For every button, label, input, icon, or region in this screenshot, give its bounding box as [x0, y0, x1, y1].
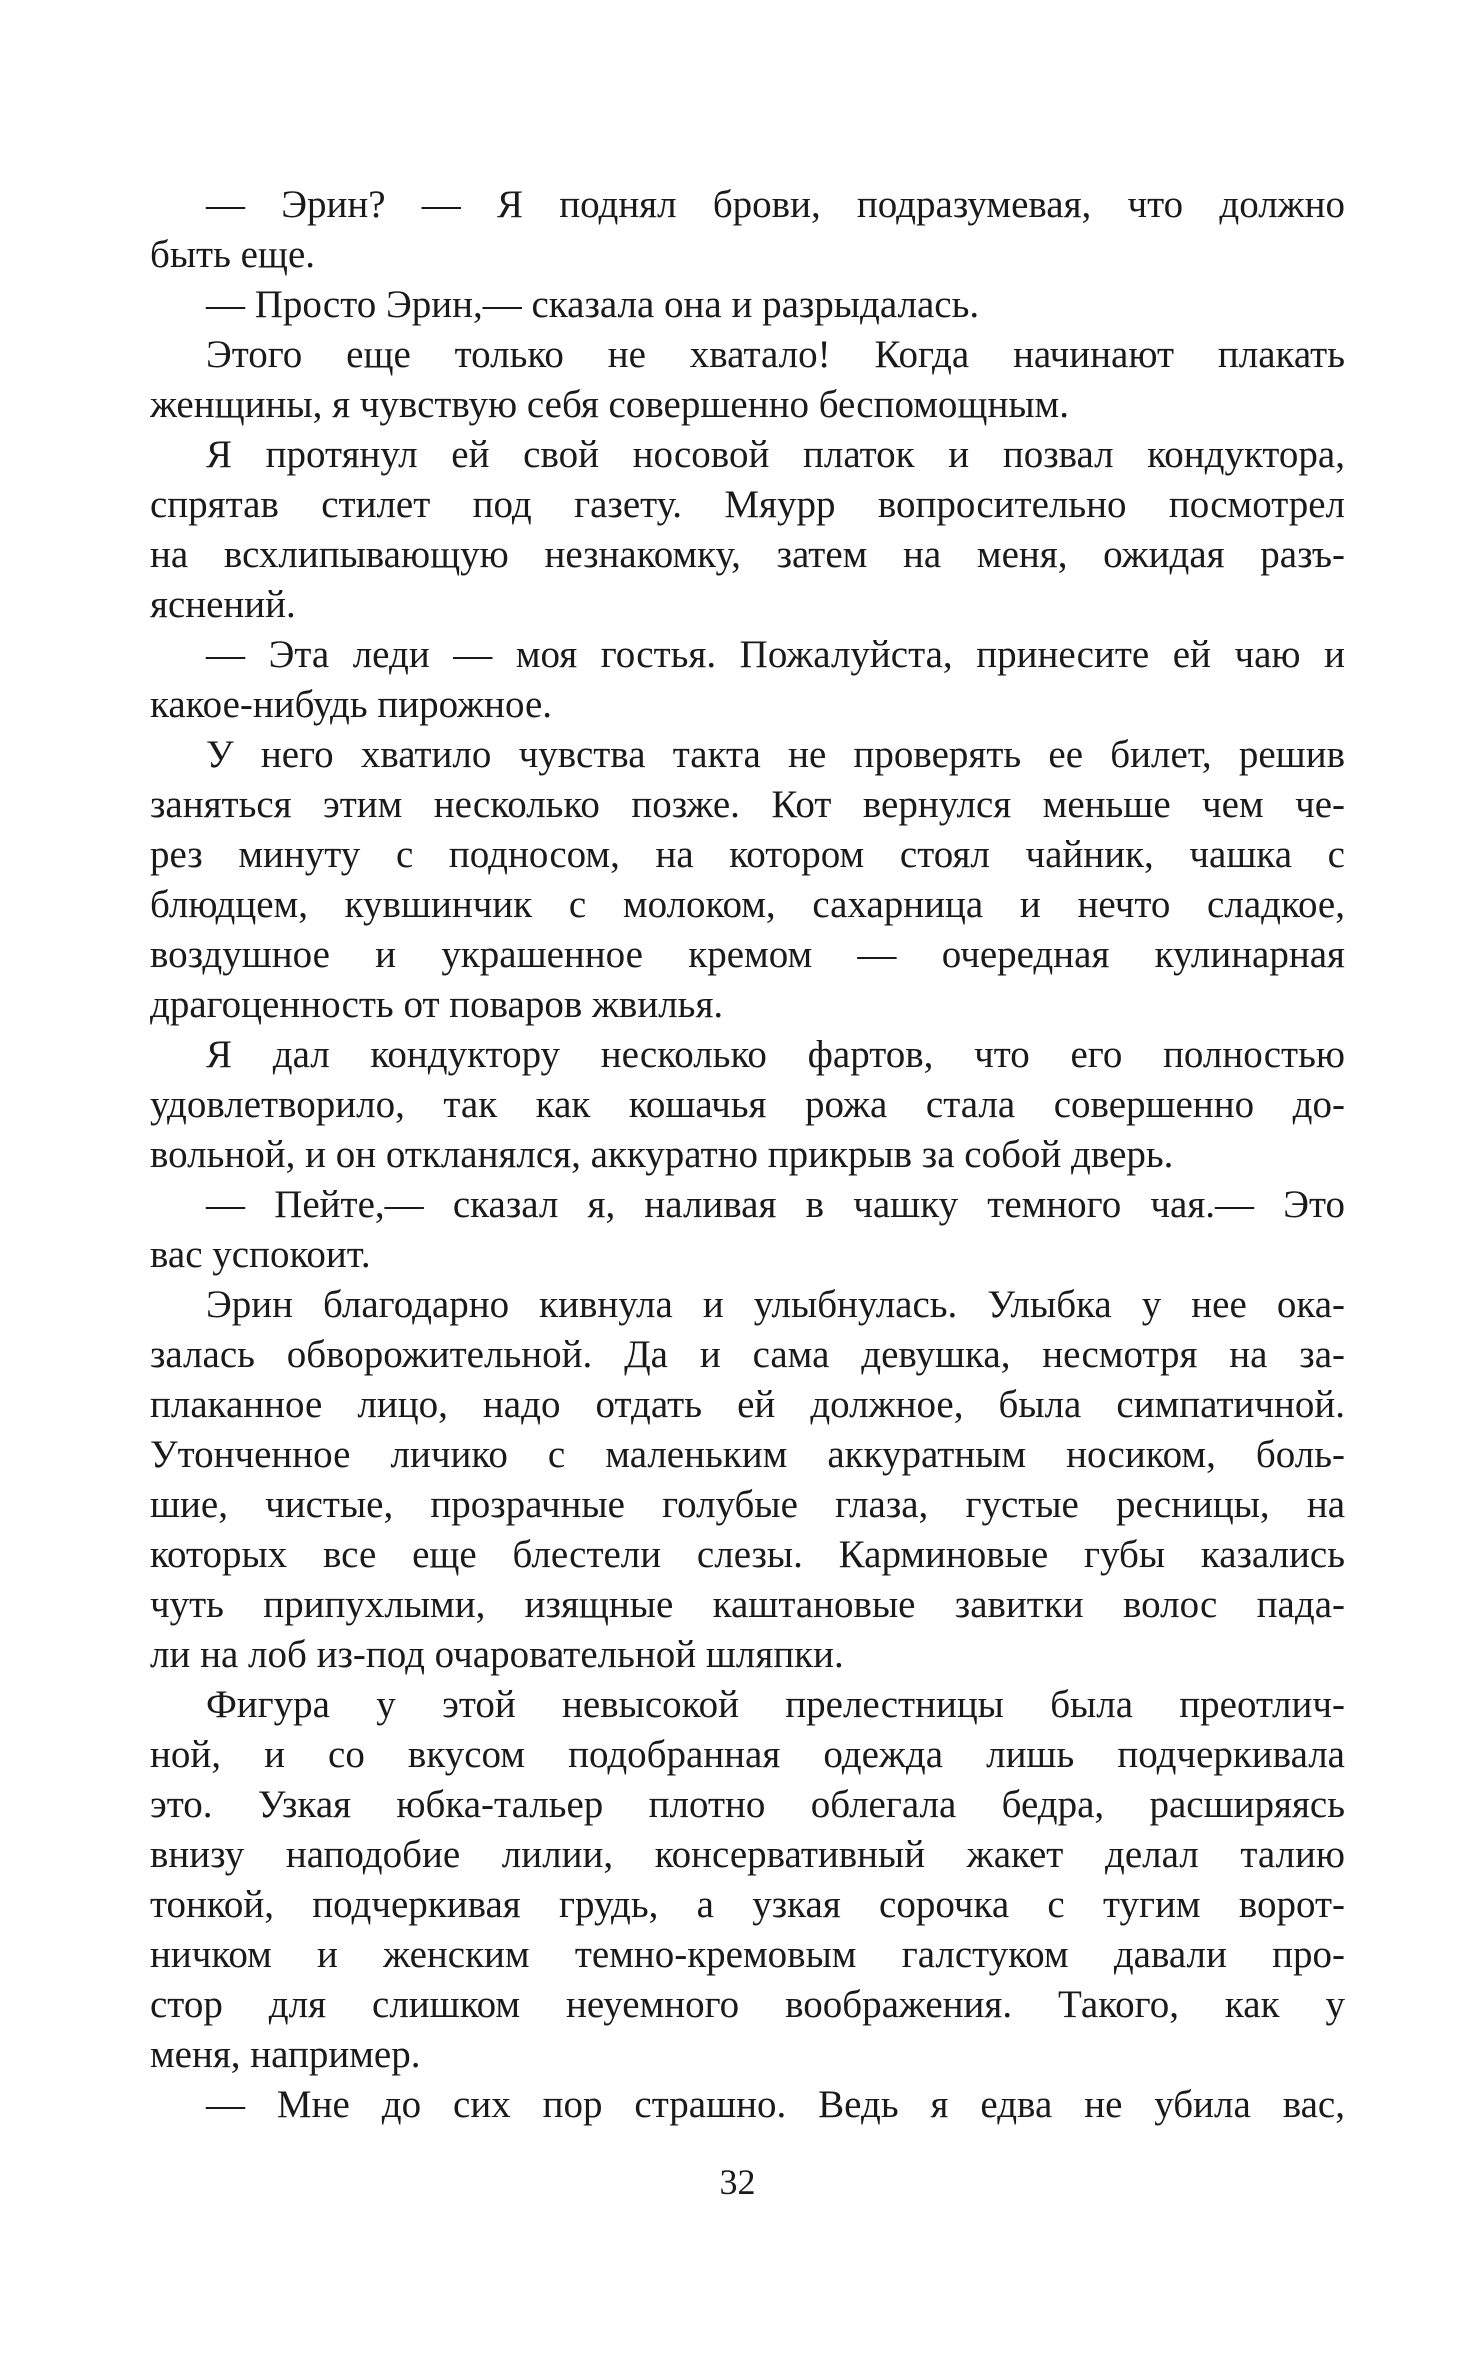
- text-line: Фигура у этой невысокой прелестницы была преотлич-: [206, 1683, 1345, 1726]
- text-line: — Эта леди — моя гостья. Пожалуйста, принесите ей чаю и: [206, 633, 1345, 676]
- text-line: которых все еще блестели слезы. Карминовые губы казались: [150, 1533, 1345, 1576]
- text-line: вас успокоит.: [150, 1233, 371, 1276]
- text-line: — Пейте,— сказал я, наливая в чашку темного чая.— Это: [206, 1183, 1345, 1226]
- text-line: блюдцем, кувшинчик с молоком, сахарница и нечто сладкое,: [150, 883, 1345, 926]
- text-line: — Эрин? — Я поднял брови, подразумевая, что должно: [206, 183, 1345, 226]
- text-line: ничком и женским темно-кремовым галстуком давали про-: [150, 1933, 1345, 1976]
- text-line: Я протянул ей свой носовой платок и позвал кондуктора,: [206, 433, 1345, 476]
- text-line: Эрин благодарно кивнула и улыбнулась. Улыбка у нее ока-: [206, 1283, 1345, 1326]
- text-line: на всхлипывающую незнакомку, затем на меня, ожидая разъ-: [150, 533, 1345, 576]
- text-line: У него хватило чувства такта не проверять ее билет, решив: [206, 733, 1345, 776]
- text-line: шие, чистые, прозрачные голубые глаза, густые ресницы, на: [150, 1483, 1345, 1526]
- text-line: чуть припухлыми, изящные каштановые завитки волос пада-: [150, 1583, 1345, 1626]
- text-line: удовлетворило, так как кошачья рожа стала совершенно до-: [150, 1083, 1345, 1126]
- text-line: — Просто Эрин,— сказала она и разрыдалась.: [206, 283, 980, 326]
- text-line: Этого еще только не хватало! Когда начинают плакать: [206, 333, 1345, 376]
- body-text: [150, 180, 1345, 2130]
- text-line: женщины, я чувствую себя совершенно беспомощным.: [150, 383, 1069, 426]
- text-line: спрятав стилет под газету. Мяурр вопросительно посмотрел: [150, 483, 1345, 526]
- text-line: ной, и со вкусом подобранная одежда лишь подчеркивала: [150, 1733, 1345, 1776]
- text-line: внизу наподобие лилии, консервативный жакет делал талию: [150, 1833, 1345, 1876]
- text-line: Утонченное личико с маленьким аккуратным носиком, боль-: [150, 1433, 1345, 1476]
- text-line: плаканное лицо, надо отдать ей должное, была симпатичной.: [150, 1383, 1345, 1426]
- text-line: вольной, и он откланялся, аккуратно прикрыв за собой дверь.: [150, 1133, 1174, 1176]
- text-line: это. Узкая юбка-тальер плотно облегала бедра, расширяясь: [150, 1783, 1345, 1826]
- text-line: быть еще.: [150, 233, 316, 276]
- text-line: драгоценность от поваров жвилья.: [150, 983, 724, 1026]
- text-line: Я дал кондуктору несколько фартов, что его полностью: [206, 1033, 1345, 1076]
- text-line: яснений.: [150, 583, 296, 626]
- text-line: ли на лоб из-под очаровательной шляпки.: [150, 1633, 844, 1676]
- text-line: тонкой, подчеркивая грудь, а узкая сорочка с тугим ворот-: [150, 1883, 1345, 1926]
- text-line: меня, например.: [150, 2033, 421, 2076]
- text-line: воздушное и украшенное кремом — очередная кулинарная: [150, 933, 1345, 976]
- page-number: 32: [719, 2162, 756, 2202]
- text-line: залась обворожительной. Да и сама девушка, несмотря на за-: [150, 1333, 1345, 1376]
- text-line: заняться этим несколько позже. Кот вернулся меньше чем че-: [150, 783, 1345, 826]
- text-line: какое-нибудь пирожное.: [150, 683, 553, 726]
- text-line: рез минуту с подносом, на котором стоял чайник, чашка с: [150, 833, 1345, 876]
- text-line: — Мне до сих пор страшно. Ведь я едва не убила вас,: [206, 2083, 1345, 2126]
- text-line: стор для слишком неуемного воображения. Такого, как у: [150, 1983, 1345, 2026]
